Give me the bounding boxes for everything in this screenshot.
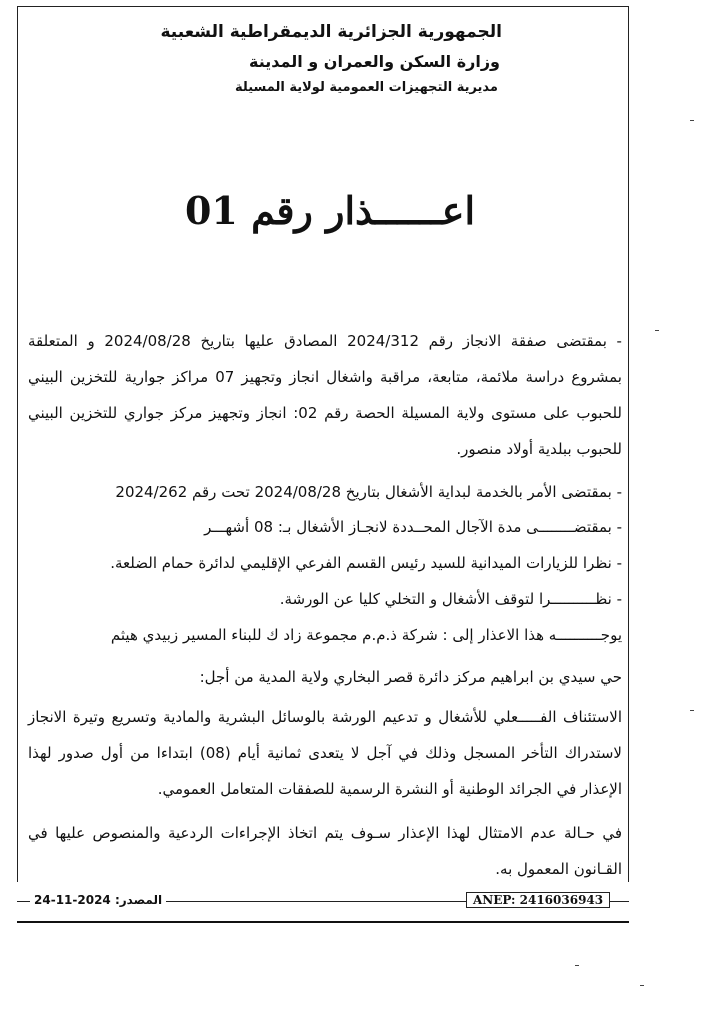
footer-source-date: المصدر: 2024-11-24	[30, 893, 166, 907]
paragraph-contract: - بمقتضى صفقة الانجاز رقم 2024/312 المصادق عليها بتاريخ 2024/08/28 و المتعلقة بمشروع دراسة ملائمة، متابعة، مراقبة واشغال انجاز وتجهيز 07 مراكز جوارية للتخزين البيني للحبوب على مستوى ولاية المسيلة الحصة رقم 02: انجاز وتجهيز مركز جواري للتخزين البيني للحبوب ببلدية أولاد منصور.	[28, 332, 622, 458]
scan-speck	[655, 330, 659, 331]
header-directorate: مديرية التجهيزات العمومية لولاية المسيلة	[235, 80, 498, 95]
item-work-stoppage: - نظــــــــــرا لتوقف الأشغال و التخلي كليا عن الورشة.	[279, 590, 622, 608]
paragraph-demand: الاستئناف الفـــــعلي للأشغال و تدعيم الورشة بالوسائل البشرية والمادية وتسريع وتيرة الانجاز لاستدراك التأخر المسجل وذلك في آجل لا يتعدى ثمانية أيام (08) ابتداءا من أول صدور لهذا الإعذار في الجرائد الوطنية أو النشرة الرسمية للصفقات المتعامل العمومي.	[28, 708, 622, 798]
item-service-order: - بمقتضى الأمر بالخدمة لبداية الأشغال بتاريخ 2024/08/28 تحت رقم 2024/262	[115, 483, 622, 501]
anep-reference: ANEP: 2416036943	[466, 892, 610, 908]
header-republic: الجمهورية الجزائرية الديمقراطية الشعبية	[160, 22, 502, 42]
item-addressee: يوجــــــــــه هذا الاعذار إلى : شركة ذ.م.م مجموعة زاد ك للبناء المسير زبيدي هيثم	[110, 626, 622, 644]
header-ministry: وزارة السكن والعمران و المدينة	[249, 52, 500, 71]
item-deadline: - بمقتضــــــــى مدة الآجال المحــددة لانجـاز الأشغال بـ: 08 أشهـــر	[204, 518, 622, 536]
scan-speck	[640, 985, 644, 986]
item-field-visits: - نظرا للزيارات الميدانية للسيد رئيس القسم الفرعي الإقليمي لدائرة حمام الضلعة.	[110, 554, 622, 572]
paragraph-consequence: في حـالة عدم الامتثال لهذا الإعذار سـوف يتم اتخاذ الإجراءات الردعية والمنصوص عليها في القـانون المعمول به.	[28, 824, 622, 878]
footer-bottom-rule	[17, 921, 629, 923]
item-address: حي سيدي بن ابراهيم مركز دائرة قصر البخاري ولاية المدية من أجل:	[199, 668, 622, 686]
notice-title: اعــــــذار رقم 01	[184, 188, 476, 233]
scan-speck	[575, 965, 579, 966]
scan-speck	[690, 120, 694, 121]
scan-speck	[690, 710, 694, 711]
